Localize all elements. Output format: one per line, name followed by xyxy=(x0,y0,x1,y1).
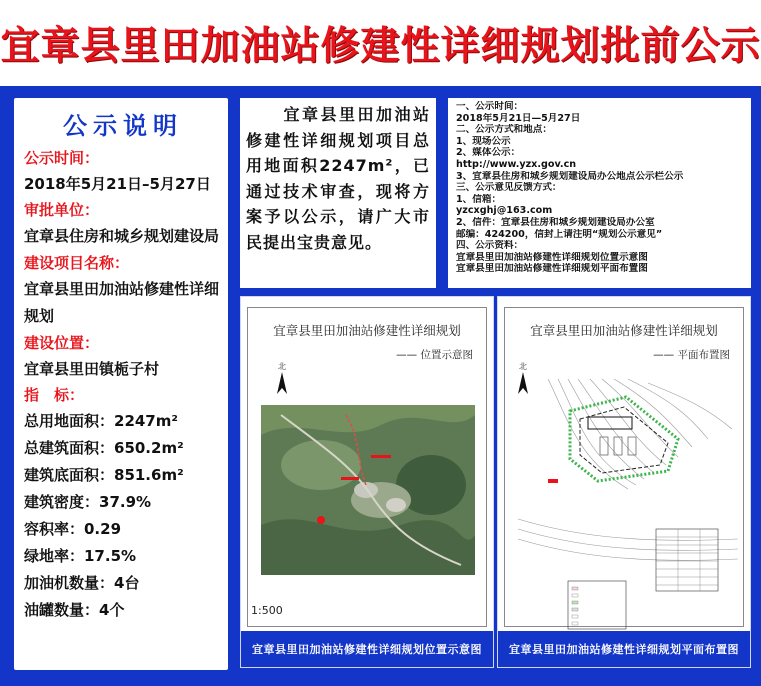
plan-title: 宜章县里田加油站修建性详细规划 xyxy=(530,323,718,338)
location-label: 建设位置： xyxy=(24,334,100,352)
details-line: 邮编：424200，信封上请注明“规划公示意见” xyxy=(456,228,663,240)
header-banner xyxy=(0,0,761,86)
location-map-card xyxy=(240,296,494,668)
announcement-panel xyxy=(14,98,228,670)
plan-caption: 宜章县里田加油站修建性详细规划平面布置图 xyxy=(498,631,750,667)
location-value: 宜章县里田镇栀子村 xyxy=(24,360,160,378)
details-line: 宜章县里田加油站修建性详细规划位置示意图 xyxy=(456,251,648,263)
map-scale: 1:500 xyxy=(251,604,283,617)
spec-item: 加油机数量：4台 xyxy=(24,574,140,592)
plan-subtitle: —— 平面布置图 xyxy=(653,349,730,361)
project-label: 建设项目名称： xyxy=(24,254,130,272)
details-line: 2、信件：宜章县住房和城乡规划建设局办公室 xyxy=(456,216,655,228)
time-label: 公示时间： xyxy=(24,149,100,167)
panel-title: 公示说明 xyxy=(63,112,183,140)
details-line: yzcxghj@163.com xyxy=(456,205,553,217)
details-line: 三、公示意见反馈方式： xyxy=(456,182,562,194)
time-value: 2018年5月21日–5月27日 xyxy=(24,175,211,193)
site-plan-card xyxy=(497,296,751,668)
north-label: 北 xyxy=(519,362,527,371)
details-line: 一、公示时间： xyxy=(456,101,524,112)
map-caption: 宜章县里田加油站修建性详细规划位置示意图 xyxy=(241,631,493,667)
details-line: 宜章县里田加油站修建性详细规划平面布置图 xyxy=(456,263,648,275)
spec-item: 总建筑面积：650.2m² xyxy=(24,439,184,457)
details-line: 3、宜章县住房和城乡规划建设局办公地点公示栏公示 xyxy=(456,170,684,182)
details-line: 二、公示方式和地点： xyxy=(456,124,552,136)
notice-text-block xyxy=(240,98,436,288)
map-title: 宜章县里田加油站修建性详细规划 xyxy=(273,323,461,338)
spec-item: 总用地面积：2247m² xyxy=(24,412,178,430)
map-subtitle: —— 位置示意图 xyxy=(396,349,473,361)
details-line: http://www.yzx.gov.cn xyxy=(456,158,577,170)
spec-item: 油罐数量：4个 xyxy=(24,601,125,619)
spec-item: 绿地率：17.5% xyxy=(24,547,137,565)
details-line: 2018年5月21日—5月27日 xyxy=(456,112,581,124)
north-label: 北 xyxy=(278,362,286,371)
details-block xyxy=(448,98,751,288)
details-line: 四、公示资料： xyxy=(456,240,524,252)
project-value: 宜章县里田加油站修建性详细规划 xyxy=(24,280,220,325)
aerial-photo xyxy=(261,405,475,575)
notice-text: 宜章县里田加油站修建性详细规划项目总用地面积2247m²，已通过技术审查，现将方案予以公示，请广大市民提出宝贵意见。 xyxy=(246,105,430,252)
site-plan-drawing xyxy=(508,359,742,633)
details-line: 1、现场公示 xyxy=(456,135,511,147)
page-title: 宜章县里田加油站修建性详细规划批前公示 xyxy=(0,24,761,69)
details-line: 1、信箱： xyxy=(456,193,502,205)
spec-item: 建筑底面积：851.6m² xyxy=(24,466,184,484)
north-arrow-icon xyxy=(277,361,287,396)
spec-item: 容积率：0.29 xyxy=(24,520,122,538)
details-line: 2、媒体公示： xyxy=(456,147,521,159)
spec-item: 建筑密度：37.9% xyxy=(24,493,152,511)
unit-value: 宜章县住房和城乡规划建设局 xyxy=(24,227,220,245)
unit-label: 审批单位： xyxy=(24,201,100,219)
indicators-label: 指 标： xyxy=(24,386,85,404)
